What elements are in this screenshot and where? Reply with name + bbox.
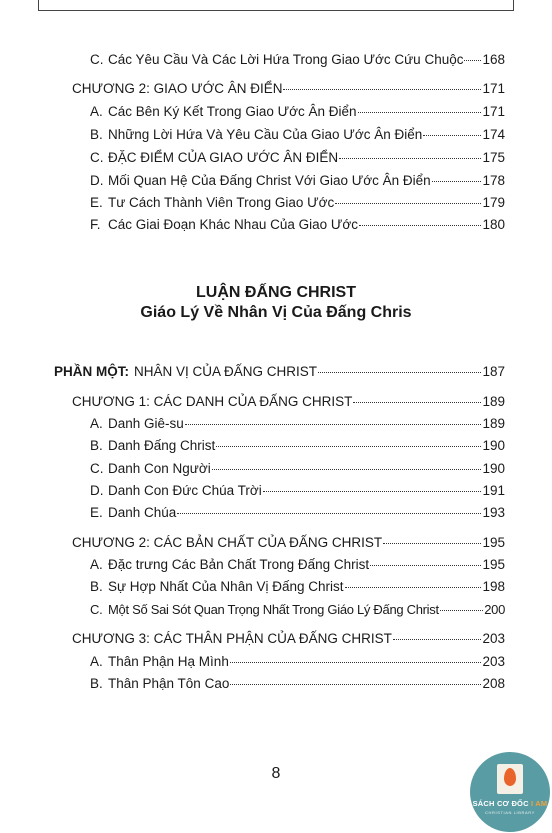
entry-page: 190 [482,438,505,453]
entry-letter: A. [90,557,103,572]
entry-page: 190 [482,461,505,476]
logo-brand-accent: I AM [531,799,548,808]
entry-page: 180 [482,217,505,232]
entry-title: Những Lời Hứa Và Yêu Cầu Của Giao Ước Ân Điển [108,127,423,142]
toc-chapter[interactable] [72,80,505,98]
toc-entry[interactable] [90,194,505,212]
entry-letter: E. [90,505,103,520]
chapter-page: 171 [482,81,505,96]
toc-entry[interactable] [90,149,505,167]
entry-page: 174 [482,127,505,142]
toc-entry[interactable] [90,556,505,574]
entry-page: 193 [482,505,505,520]
toc-chapter[interactable] [72,630,505,648]
dot-leader [185,424,482,425]
entry-page: 191 [482,483,505,498]
logo-tagline: CHRISTIAN LIBRARY [485,810,535,815]
toc-entry[interactable] [90,653,505,671]
chapter-title: CHƯƠNG 2: CÁC BẢN CHẤT CỦA ĐẤNG CHRIST [72,535,383,550]
dot-leader [359,225,481,226]
dot-leader [432,181,482,182]
entry-letter: E. [90,195,103,210]
dot-leader [370,565,481,566]
entry-letter: D. [90,483,104,498]
dot-leader [283,89,481,90]
chapter-title: CHƯƠNG 1: CÁC DANH CỦA ĐẤNG CHRIST [72,394,353,409]
entry-page: 179 [482,195,505,210]
flame-icon [504,768,516,786]
entry-title: Tư Cách Thành Viên Trong Giao Ước [108,195,335,210]
entry-letter: C. [90,602,103,617]
entry-title: Đặc trưng Các Bản Chất Trong Đấng Christ [108,557,370,572]
entry-title: Các Giai Đoạn Khác Nhau Của Giao Ước [108,217,359,232]
dot-leader [353,402,481,403]
part-label: PHẦN MỘT: [54,364,129,379]
dot-leader [383,543,481,544]
dot-leader [263,491,482,492]
entry-page: 171 [482,104,505,119]
section-heading: LUẬN ĐẤNG CHRIST [196,284,356,301]
entry-letter: A. [90,654,103,669]
toc-entry[interactable] [90,415,505,433]
entry-title: Danh Con Người [108,461,211,476]
entry-letter: A. [90,416,103,431]
dot-leader [345,587,482,588]
entry-letter: B. [90,676,103,691]
entry-letter: B. [90,438,103,453]
dot-leader [440,610,483,611]
toc-entry[interactable] [90,103,505,121]
entry-title: Sự Hợp Nhất Của Nhân Vị Đấng Christ [108,579,344,594]
entry-page: 200 [484,602,505,617]
entry-title: Các Yêu Cầu Và Các Lời Hứa Trong Giao Ước Cứu Chuộc [108,52,464,67]
logo-brand-main: SÁCH CƠ ĐỐC [472,799,529,808]
dot-leader [423,135,481,136]
publisher-logo [470,752,550,832]
toc-entry[interactable] [90,126,505,144]
entry-title: Danh Đấng Christ [108,438,216,453]
part-page: 187 [482,364,505,379]
entry-letter: A. [90,104,103,119]
entry-page: 189 [482,416,505,431]
chapter-page: 203 [482,631,505,646]
entry-letter: C. [90,150,104,165]
entry-page: 178 [482,173,505,188]
chapter-title: CHƯƠNG 3: CÁC THÂN PHẬN CỦA ĐẤNG CHRIST [72,631,392,646]
entry-letter: B. [90,579,103,594]
toc-chapter[interactable] [72,393,505,411]
entry-page: 203 [482,654,505,669]
dot-leader [393,639,482,640]
dot-leader [230,684,481,685]
entry-letter: C. [90,52,104,67]
toc-entry[interactable] [90,482,505,500]
entry-letter: B. [90,127,103,142]
toc-part[interactable] [54,363,505,381]
section-subheading: Giáo Lý Về Nhân Vị Của Đấng Chris [140,304,412,321]
entry-title: Danh Con Đức Chúa Trời [108,483,262,498]
entry-page: 198 [482,579,505,594]
entry-letter: C. [90,461,104,476]
toc-entry[interactable] [90,675,505,693]
dot-leader [318,372,481,373]
entry-title: Danh Chúa [108,505,177,520]
toc-entry[interactable] [90,437,505,455]
toc-entry[interactable] [90,504,505,522]
dot-leader [339,158,481,159]
dot-leader [212,469,482,470]
chapter-title: CHƯƠNG 2: GIAO ƯỚC ÂN ĐIỂN [72,81,283,96]
entry-title: Danh Giê-su [108,416,184,431]
dot-leader [177,513,481,514]
entry-title: Các Bên Ký Kết Trong Giao Ước Ân Điển [108,104,357,119]
toc-entry[interactable] [90,172,505,190]
toc-entry[interactable] [90,216,505,234]
entry-page: 195 [482,557,505,572]
entry-title: Thân Phận Hạ Mình [108,654,229,669]
toc-entry[interactable] [90,51,505,69]
entry-letter: F. [90,217,101,232]
dot-leader [216,446,481,447]
dot-leader [230,662,482,663]
entry-page: 208 [482,676,505,691]
entry-title: ĐẶC ĐIỂM CỦA GIAO ƯỚC ÂN ĐIỂN [108,150,339,165]
entry-page: 175 [482,150,505,165]
entry-title: Một Số Sai Sót Quan Trọng Nhất Trong Giáo Lý Đấng Christ [108,602,439,617]
dot-leader [358,112,482,113]
dot-leader [335,203,481,204]
entry-letter: D. [90,173,104,188]
toc-entry[interactable] [90,578,505,596]
logo-brand [470,799,550,808]
entry-title: Mối Quan Hệ Của Đấng Christ Với Giao Ước Ân Điển [108,173,431,188]
chapter-page: 195 [482,535,505,550]
toc-entry[interactable] [90,460,505,478]
dot-leader [464,60,481,61]
chapter-page: 189 [482,394,505,409]
part-title: NHÂN VỊ CỦA ĐẤNG CHRIST [134,364,318,379]
entry-page: 168 [482,52,505,67]
entry-title: Thân Phận Tôn Cao [108,676,230,691]
toc-entry[interactable] [90,601,505,619]
toc-chapter[interactable] [72,534,505,552]
page-number: 8 [271,765,281,782]
